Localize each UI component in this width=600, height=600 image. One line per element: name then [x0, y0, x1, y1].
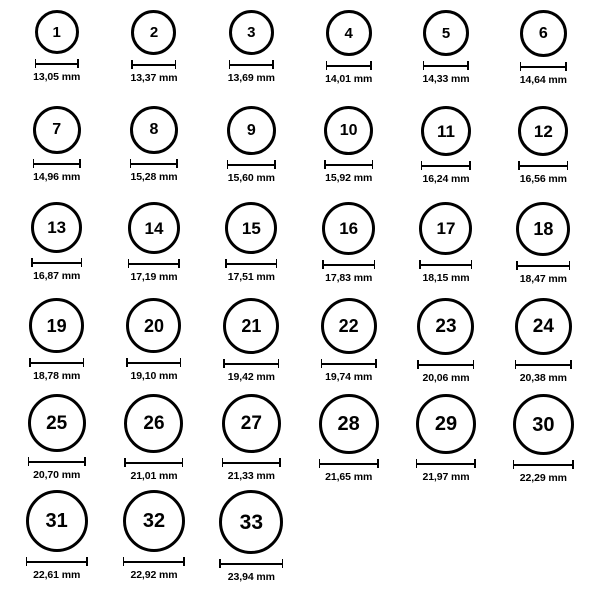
dimension-line — [124, 462, 183, 464]
ring-size-number: 2 — [149, 24, 159, 41]
dimension-line — [223, 363, 279, 365]
dimension-bar — [419, 260, 472, 269]
dimension-cap-right — [569, 261, 571, 270]
dimension-cap-right — [276, 259, 278, 268]
dimension-line — [229, 64, 274, 66]
ring-size-cell — [105, 106, 202, 202]
ring-circle — [128, 202, 180, 254]
dimension-line — [421, 165, 471, 167]
ring-size-number: 8 — [149, 121, 159, 138]
ring-size-number: 19 — [46, 315, 67, 336]
ring-size-cell — [8, 202, 105, 298]
ring-size-cell — [8, 490, 105, 586]
ring-size-number: 7 — [52, 121, 62, 138]
dimension-bar — [227, 160, 276, 169]
ring-size-cell — [105, 490, 202, 586]
ring-circle — [419, 202, 472, 255]
dimension-bar — [319, 459, 379, 468]
dimension-line — [326, 65, 372, 67]
ring-size-cell — [300, 394, 397, 490]
ring-circle — [516, 202, 570, 256]
dimension-cap-right — [178, 259, 180, 268]
ring-size-number: 18 — [533, 219, 554, 239]
dimension-bar — [219, 559, 283, 568]
ring-circle — [417, 298, 474, 355]
ring-size-number: 33 — [239, 510, 263, 534]
ring-diameter-label: 13,69 mm — [227, 72, 275, 84]
ring-circle — [518, 106, 568, 156]
ring-circle — [124, 394, 183, 453]
ring-diameter-label: 18,47 mm — [519, 273, 567, 285]
ring-size-cell — [8, 298, 105, 394]
dimension-bar — [128, 259, 180, 268]
dimension-cap-right — [81, 258, 83, 267]
dimension-bar — [131, 60, 176, 69]
ring-size-cell — [203, 298, 300, 394]
dimension-cap-right — [570, 360, 572, 369]
ring-size-cell — [300, 106, 397, 202]
dimension-bar — [515, 360, 572, 369]
ring-size-number: 13 — [47, 218, 67, 237]
dimension-cap-right — [176, 159, 178, 168]
dimension-line — [123, 561, 185, 563]
ring-diameter-label: 18,78 mm — [33, 370, 81, 382]
ring-size-number: 17 — [436, 219, 456, 238]
ring-circle — [421, 106, 471, 156]
ring-size-number: 10 — [339, 121, 358, 139]
dimension-bar — [26, 557, 88, 566]
ring-size-cell — [8, 106, 105, 202]
dimension-bar — [28, 457, 86, 466]
dimension-cap-right — [467, 61, 469, 70]
ring-diameter-label: 20,38 mm — [519, 372, 567, 384]
ring-size-cell — [105, 394, 202, 490]
ring-circle — [123, 490, 185, 552]
ring-size-cell — [300, 10, 397, 106]
ring-diameter-label: 13,05 mm — [33, 71, 81, 83]
ring-diameter-label: 19,42 mm — [227, 371, 275, 383]
ring-circle — [225, 202, 277, 254]
ring-size-number: 20 — [143, 315, 164, 336]
ring-size-number: 6 — [538, 24, 548, 42]
dimension-cap-right — [567, 161, 569, 170]
ring-circle — [31, 202, 82, 253]
ring-diameter-label: 22,61 mm — [33, 569, 81, 581]
dimension-line — [33, 163, 81, 165]
ring-size-cell — [495, 298, 592, 394]
dimension-cap-right — [377, 459, 379, 468]
ring-diameter-label: 21,01 mm — [130, 470, 178, 482]
dimension-bar — [516, 261, 570, 270]
ring-size-cell — [105, 10, 202, 106]
ring-diameter-label: 17,19 mm — [130, 271, 178, 283]
ring-size-number: 3 — [247, 24, 256, 41]
dimension-line — [324, 164, 373, 166]
ring-size-cell — [105, 202, 202, 298]
ring-size-number: 31 — [45, 510, 68, 532]
ring-size-number: 15 — [241, 218, 261, 238]
dimension-cap-right — [471, 260, 473, 269]
dimension-cap-right — [473, 360, 475, 369]
ring-size-number: 26 — [143, 413, 165, 434]
ring-diameter-label: 20,06 mm — [422, 372, 470, 384]
dimension-bar — [229, 60, 274, 69]
ring-circle — [131, 10, 176, 55]
dimension-cap-right — [469, 161, 471, 170]
ring-size-cell — [397, 298, 494, 394]
dimension-line — [319, 463, 379, 465]
ring-size-cell — [397, 106, 494, 202]
ring-size-cell — [300, 202, 397, 298]
dimension-line — [26, 561, 88, 563]
dimension-bar — [31, 258, 82, 267]
ring-circle — [130, 106, 178, 154]
dimension-bar — [321, 359, 377, 368]
dimension-line — [321, 363, 377, 365]
dimension-line — [219, 563, 283, 565]
ring-size-cell — [300, 298, 397, 394]
ring-diameter-label: 22,92 mm — [130, 569, 178, 581]
ring-size-number: 5 — [441, 24, 451, 42]
ring-diameter-label: 21,97 mm — [422, 471, 470, 483]
dimension-bar — [124, 458, 183, 467]
ring-size-number: 12 — [533, 121, 553, 141]
dimension-cap-right — [272, 60, 274, 69]
dimension-cap-right — [183, 557, 185, 566]
dimension-cap-right — [180, 358, 182, 367]
dimension-bar — [423, 61, 469, 70]
ring-circle — [416, 394, 476, 454]
ring-diameter-label: 14,01 mm — [325, 73, 373, 85]
ring-size-cell — [203, 394, 300, 490]
ring-circle — [319, 394, 379, 454]
ring-circle — [229, 10, 274, 55]
dimension-line — [28, 461, 86, 463]
dimension-line — [416, 463, 476, 465]
ring-circle — [223, 298, 279, 354]
ring-size-cell — [8, 10, 105, 106]
ring-circle — [326, 10, 372, 56]
dimension-bar — [29, 358, 84, 367]
ring-diameter-label: 21,65 mm — [325, 471, 373, 483]
ring-size-number: 14 — [144, 218, 164, 238]
dimension-cap-right — [79, 159, 81, 168]
dimension-cap-right — [572, 460, 574, 469]
dimension-cap-right — [182, 458, 184, 467]
ring-size-cell — [203, 106, 300, 202]
ring-diameter-label: 16,87 mm — [33, 270, 81, 282]
dimension-line — [227, 164, 276, 166]
ring-size-cell — [495, 10, 592, 106]
dimension-bar — [35, 59, 79, 68]
dimension-line — [35, 63, 79, 65]
dimension-cap-right — [374, 260, 376, 269]
ring-size-number: 25 — [46, 412, 68, 434]
dimension-bar — [324, 160, 373, 169]
ring-size-number: 24 — [532, 316, 554, 337]
dimension-line — [128, 263, 180, 265]
dimension-bar — [417, 360, 474, 369]
dimension-cap-right — [83, 358, 85, 367]
dimension-bar — [33, 159, 81, 168]
ring-size-number: 22 — [338, 316, 359, 336]
ring-circle — [513, 394, 574, 455]
dimension-cap-right — [175, 60, 177, 69]
ring-diameter-label: 17,51 mm — [227, 271, 275, 283]
ring-size-number: 9 — [246, 121, 256, 139]
dimension-bar — [225, 259, 277, 268]
ring-size-number: 11 — [436, 121, 455, 141]
dimension-line — [515, 364, 572, 366]
ring-diameter-label: 16,24 mm — [422, 173, 470, 185]
ring-circle — [515, 298, 572, 355]
dimension-line — [419, 264, 472, 266]
dimension-cap-right — [282, 559, 284, 568]
ring-size-cell — [495, 394, 592, 490]
ring-size-number: 32 — [142, 510, 166, 532]
ring-size-cell — [8, 394, 105, 490]
ring-circle — [322, 202, 375, 255]
ring-diameter-label: 23,94 mm — [227, 571, 275, 583]
dimension-bar — [513, 460, 574, 469]
ring-size-number: 21 — [241, 316, 262, 336]
dimension-cap-right — [375, 359, 377, 368]
dimension-bar — [416, 459, 476, 468]
ring-size-grid — [8, 10, 592, 586]
ring-circle — [423, 10, 469, 56]
ring-circle — [219, 490, 283, 554]
dimension-bar — [520, 62, 567, 71]
dimension-bar — [130, 159, 178, 168]
dimension-cap-right — [565, 62, 567, 71]
ring-size-number: 27 — [240, 413, 262, 434]
dimension-line — [130, 163, 178, 165]
dimension-bar — [126, 358, 181, 367]
ring-size-number: 1 — [52, 23, 61, 41]
dimension-line — [520, 66, 567, 68]
ring-circle — [28, 394, 86, 452]
dimension-bar — [123, 557, 185, 566]
ring-diameter-label: 15,60 mm — [227, 172, 275, 184]
ring-diameter-label: 19,10 mm — [130, 370, 178, 382]
ring-circle — [321, 298, 377, 354]
dimension-line — [322, 264, 375, 266]
ring-diameter-label: 22,29 mm — [519, 472, 567, 484]
dimension-cap-right — [84, 457, 86, 466]
ring-diameter-label: 20,70 mm — [33, 469, 81, 481]
ring-size-cell — [203, 10, 300, 106]
ring-circle — [227, 106, 276, 155]
dimension-line — [222, 462, 281, 464]
ring-diameter-label: 19,74 mm — [325, 371, 373, 383]
dimension-cap-right — [278, 359, 280, 368]
dimension-line — [518, 165, 568, 167]
ring-circle — [26, 490, 88, 552]
ring-diameter-label: 13,37 mm — [130, 72, 178, 84]
ring-size-cell — [397, 202, 494, 298]
ring-size-number: 28 — [337, 413, 360, 435]
dimension-line — [513, 464, 574, 466]
ring-diameter-label: 18,15 mm — [422, 272, 470, 284]
dimension-line — [516, 265, 570, 267]
ring-size-number: 29 — [434, 413, 458, 435]
ring-circle — [126, 298, 181, 353]
dimension-bar — [223, 359, 279, 368]
ring-diameter-label: 15,28 mm — [130, 171, 178, 183]
ring-size-cell — [105, 298, 202, 394]
ring-size-number: 23 — [435, 316, 457, 337]
ring-size-cell — [495, 106, 592, 202]
dimension-line — [126, 362, 181, 364]
dimension-line — [29, 362, 84, 364]
ring-circle — [29, 298, 84, 353]
ring-circle — [520, 10, 567, 57]
dimension-line — [417, 364, 474, 366]
ring-size-cell — [203, 490, 300, 586]
ring-diameter-label: 17,83 mm — [325, 272, 373, 284]
dimension-cap-right — [372, 160, 374, 169]
ring-size-cell — [495, 202, 592, 298]
ring-diameter-label: 15,92 mm — [325, 172, 373, 184]
dimension-cap-right — [279, 458, 281, 467]
dimension-bar — [421, 161, 471, 170]
dimension-bar — [518, 161, 568, 170]
ring-circle — [324, 106, 373, 155]
dimension-line — [131, 64, 176, 66]
ring-size-cell — [397, 394, 494, 490]
dimension-cap-right — [474, 459, 476, 468]
dimension-bar — [222, 458, 281, 467]
dimension-bar — [322, 260, 375, 269]
ring-diameter-label: 14,33 mm — [422, 73, 470, 85]
dimension-line — [31, 262, 82, 264]
dimension-line — [423, 65, 469, 67]
ring-diameter-label: 21,33 mm — [227, 470, 275, 482]
dimension-cap-right — [370, 61, 372, 70]
ring-circle — [222, 394, 281, 453]
ring-circle — [35, 10, 79, 54]
ring-diameter-label: 14,96 mm — [33, 171, 81, 183]
ring-diameter-label: 14,64 mm — [519, 74, 567, 86]
dimension-bar — [326, 61, 372, 70]
ring-size-number: 30 — [532, 413, 555, 436]
ring-circle — [33, 106, 81, 154]
ring-diameter-label: 16,56 mm — [519, 173, 567, 185]
ring-size-number: 4 — [344, 24, 353, 42]
ring-size-cell — [397, 10, 494, 106]
dimension-line — [225, 263, 277, 265]
dimension-cap-right — [77, 59, 79, 68]
dimension-cap-right — [274, 160, 276, 169]
ring-size-cell — [203, 202, 300, 298]
ring-size-number: 16 — [339, 219, 359, 238]
dimension-cap-right — [86, 557, 88, 566]
